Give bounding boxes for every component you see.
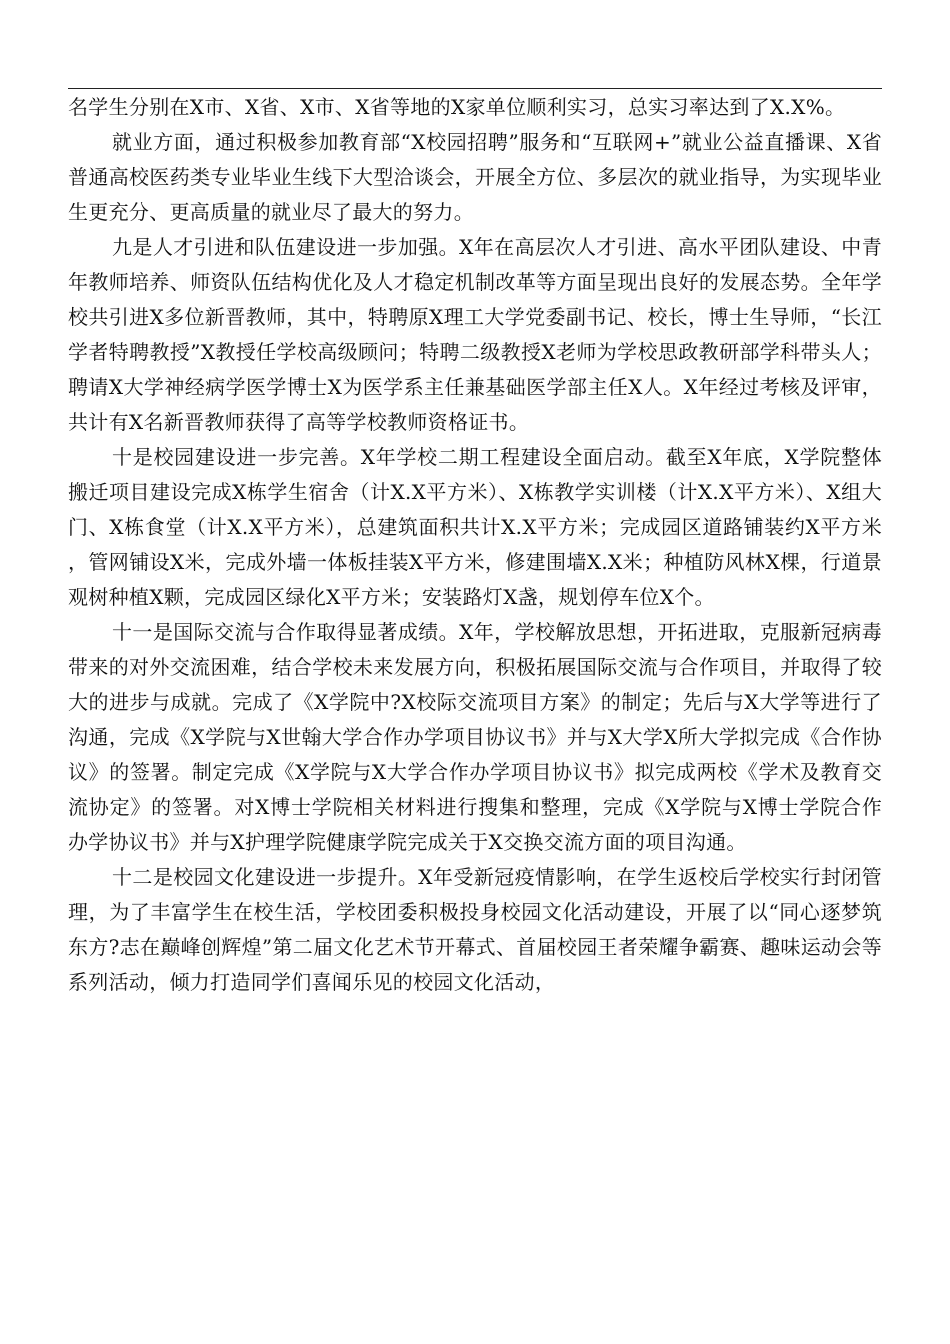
paragraph-campus: 十是校园建设进一步完善。X年学校二期工程建设全面启动。截至X年底，X学院整体搬迁项目建设完成X栋学生宿舍（计X.X平方米）、X栋教学实训楼（计X.X平方米）、X组大门、X栋食堂（计X.X平方米），总建筑面积共计X.X平方米；完成园区道路铺装约X平方米，管网铺设X米，完成外墙一体板挂装X平方米，修建围墙X.X米；种植防风林X棵，行道景观树种植X颗，完成园区绿化X平方米；安装路灯X盏，规划停车位X个。 xyxy=(68,445,882,609)
paragraph-internship: 名学生分别在X市、X省、X市、X省等地的X家单位顺利实习，总实习率达到了X.X%。 xyxy=(68,95,846,119)
paragraph-employment: 就业方面，通过积极参加教育部“X校园招聘”服务和“互联网+”就业公益直播课、X省普通高校医药类专业毕业生线下大型洽谈会，开展全方位、多层次的就业指导，为实现毕业生更充分、更高质量的就业尽了最大的努力。 xyxy=(68,130,882,224)
paragraph-culture: 十二是校园文化建设进一步提升。X年受新冠疫情影响，在学生返校后学校实行封闭管理，为了丰富学生在校生活，学校团委积极投身校园文化活动建设，开展了以“同心逐梦筑东方?志在巅峰创辉煌”第二届文化艺术节开幕式、首届校园王者荣耀争霸赛、趣味运动会等系列活动，倾力打造同学们喜闻乐见的校园文化活动， xyxy=(68,865,882,994)
header-rule xyxy=(68,88,882,89)
paragraph-talent: 九是人才引进和队伍建设进一步加强。X年在高层次人才引进、高水平团队建设、中青年教师培养、师资队伍结构优化及人才稳定机制改革等方面呈现出良好的发展态势。全年学校共引进X多位新晋教师，其中，特聘原X理工大学党委副书记、校长，博士生导师，“长江学者特聘教授”X教授任学校高级顾问；特聘二级教授X老师为学校思政教研部学科带头人；聘请X大学神经病学医学博士X为医学系主任兼基础医学部主任X人。X年经过考核及评审，共计有X名新晋教师获得了高等学校教师资格证书。 xyxy=(68,235,882,434)
paragraph-international: 十一是国际交流与合作取得显著成绩。X年，学校解放思想，开拓进取，克服新冠病毒带来的对外交流困难，结合学校未来发展方向，积极拓展国际交流与合作项目，并取得了较大的进步与成就。完成了《X学院中?X校际交流项目方案》的制定；先后与X大学等进行了沟通，完成《X学院与X世翰大学合作办学项目协议书》并与X大学X所大学拟完成《合作协议》的签署。制定完成《X学院与X大学合作办学项目协议书》拟完成两校《学术及教育交流协定》的签署。对X博士学院相关材料进行搜集和整理，完成《X学院与X博士学院合作办学协议书》并与X护理学院健康学院完成关于X交换交流方面的项目沟通。 xyxy=(68,620,882,854)
document-body xyxy=(68,90,882,1000)
